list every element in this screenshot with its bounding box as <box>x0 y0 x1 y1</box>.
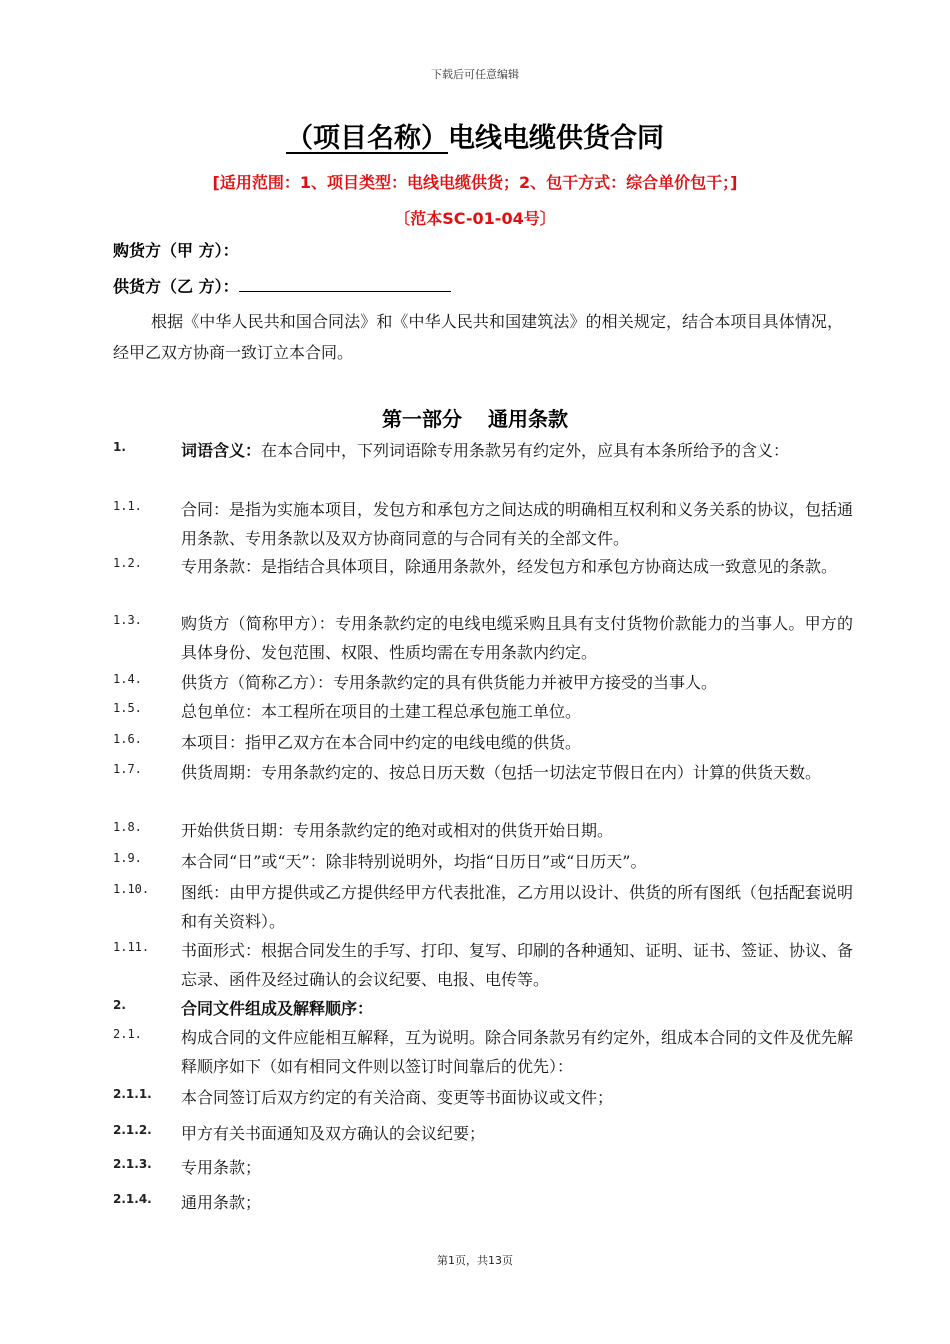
clause-number: 1.6. <box>113 732 142 746</box>
clause-text: 构成合同的文件应能相互解释，互为说明。除合同条款另有约定外，组成本合同的文件及优先解释顺序如下（如有相同文件则以签订时间靠后的优先）： <box>181 1028 854 1076</box>
clause-text: 供货周期：专用条款约定的、按总日历天数（包括一切法定节假日在内）计算的供货天数。 <box>181 763 822 782</box>
clause-text: 甲方有关书面通知及双方确认的会议纪要； <box>181 1124 486 1143</box>
clause-number: 2.1.4. <box>113 1192 152 1206</box>
clause-number: 1.10. <box>113 882 150 896</box>
clause-number: 2.1.3. <box>113 1157 152 1171</box>
clause-text <box>181 436 853 465</box>
clause-text: 开始供货日期：专用条款约定的绝对或相对的供货开始日期。 <box>181 821 614 840</box>
clause-number: 1.3. <box>113 613 142 627</box>
clause-text: 本合同“日”或“天”：除非特别说明外，均指“日历日”或“日历天”。 <box>181 852 647 871</box>
clause-text: 通用条款； <box>181 1193 262 1212</box>
clause-number: 1.2. <box>113 556 142 570</box>
clause-number: 1.5. <box>113 701 142 715</box>
clause-number: 2.1. <box>113 1027 142 1041</box>
seller-party <box>113 274 451 297</box>
clause-number: 1.8. <box>113 820 142 834</box>
scope-note: [适用范围：1、项目类型：电线电缆供货；2、包干方式：综合单价包干；] <box>212 173 738 192</box>
title-project-name: （项目名称） <box>286 123 448 154</box>
page-footer: 第1页，共13页 <box>437 1254 513 1267</box>
clause-text: 合同：是指为实施本项目，发包方和承包方之间达成的明确相互权利和义务关系的协议，包括通用条款、专用条款以及双方协商同意的与合同有关的全部文件。 <box>181 500 854 548</box>
part-title <box>0 403 950 432</box>
clause-number: 1.9. <box>113 851 142 865</box>
clause-text <box>181 994 853 1023</box>
clause-number: 2.1.1. <box>113 1087 152 1101</box>
seller-blank-line <box>239 275 451 292</box>
clause-text: 图纸：由甲方提供或乙方提供经甲方代表批准，乙方用以设计、供货的所有图纸（包括配套说明和有关资料）。 <box>181 883 854 931</box>
header-note: 下载后可任意编辑 <box>431 68 519 81</box>
buyer-party <box>113 238 239 261</box>
clause-label: 词语含义： <box>181 441 262 460</box>
clause-label: 合同文件组成及解释顺序： <box>181 999 374 1018</box>
clause-text: 总包单位：本工程所在项目的土建工程总承包施工单位。 <box>181 702 582 721</box>
clause-number: 2.1.2. <box>113 1123 152 1137</box>
clause-number: 2. <box>113 998 126 1012</box>
clause-number: 1.7. <box>113 762 142 776</box>
clause-text: 购货方（简称甲方）：专用条款约定的电线电缆采购且具有支付货物价款能力的当事人。甲方的具体身份、发包范围、权限、性质均需在专用条款内约定。 <box>181 614 853 662</box>
seller-label: 供货方（乙 方）： <box>113 277 239 296</box>
clause-body: 在本合同中，下列词语除专用条款另有约定外，应具有本条所给予的含义： <box>261 441 790 460</box>
clause-text: 书面形式：根据合同发生的手写、打印、复写、印刷的各种通知、证明、证书、签证、协议、备忘录、函件及经过确认的会议纪要、电报、电传等。 <box>181 941 854 989</box>
part-name: 通用条款 <box>488 407 568 431</box>
title-contract-name: 电线电缆供货合同 <box>448 123 664 154</box>
clause-text: 供货方（简称乙方）：专用条款约定的具有供货能力并被甲方接受的当事人。 <box>181 673 718 692</box>
document-title <box>0 116 950 155</box>
clause-number: 1.4. <box>113 672 142 686</box>
clause-text: 专用条款； <box>181 1158 262 1177</box>
model-number: 〔范本SC-01-04号〕 <box>394 209 556 228</box>
clause-text: 专用条款：是指结合具体项目，除通用条款外，经发包方和承包方协商达成一致意见的条款。 <box>181 557 838 576</box>
clause-text: 本合同签订后双方约定的有关洽商、变更等书面协议或文件； <box>181 1088 614 1107</box>
clause-number: 1.11. <box>113 940 150 954</box>
clause-number: 1.1. <box>113 499 142 513</box>
part-number: 第一部分 <box>382 407 462 431</box>
intro-paragraph: 根据《中华人民共和国合同法》和《中华人民共和国建筑法》的相关规定，结合本项目具体情况，经甲乙双方协商一致订立本合同。 <box>113 312 843 362</box>
clause-number: 1. <box>113 440 126 454</box>
buyer-label: 购货方（甲 方）： <box>113 241 239 260</box>
clause-text: 本项目：指甲乙双方在本合同中约定的电线电缆的供货。 <box>181 733 582 752</box>
